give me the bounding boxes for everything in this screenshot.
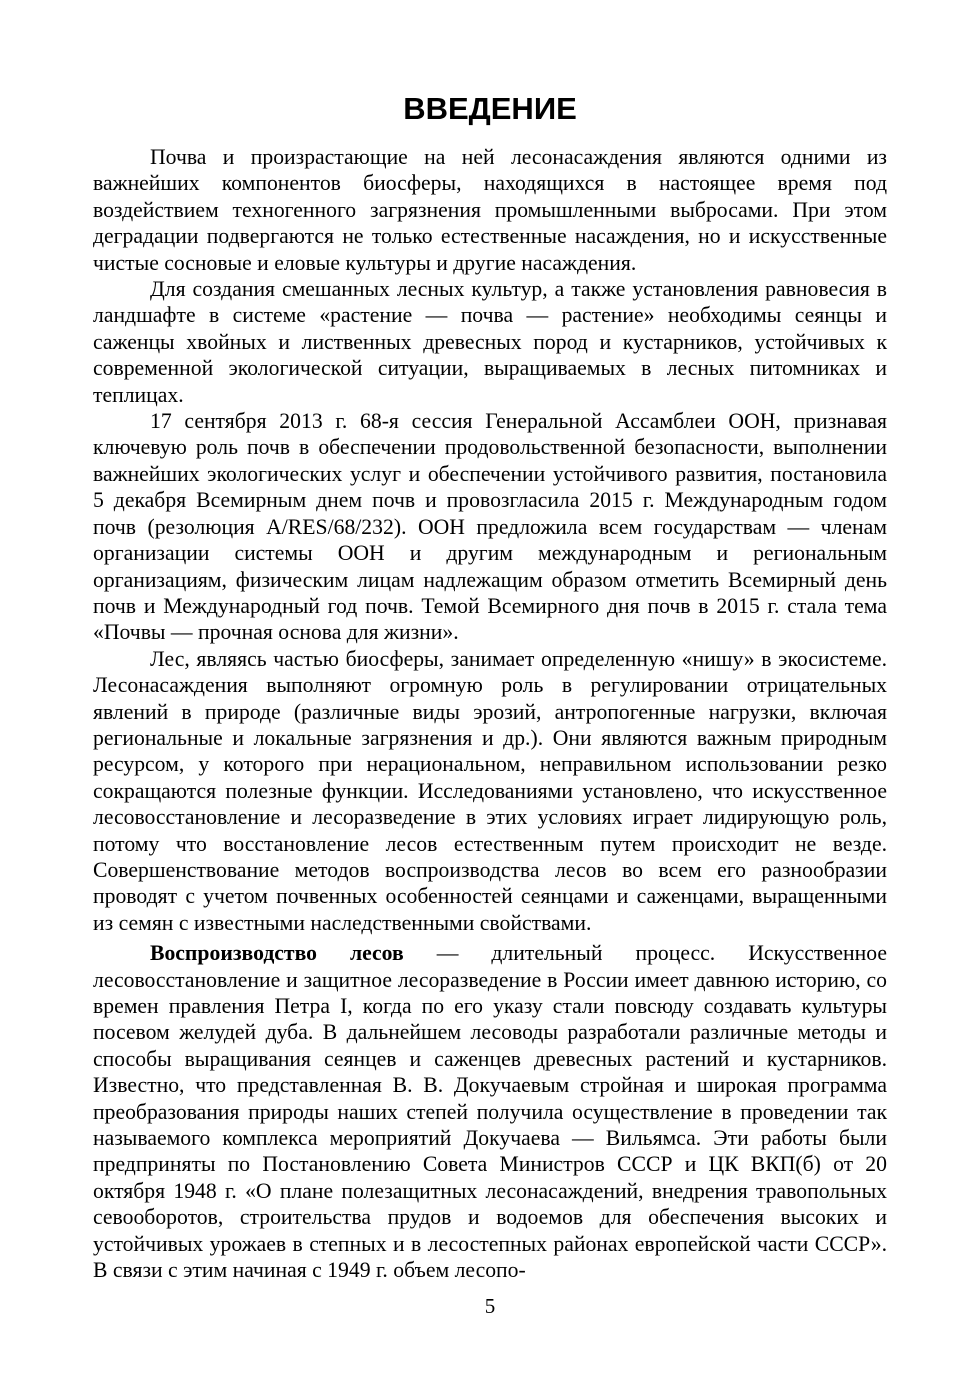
paragraph-3: 17 сентября 2013 г. 68-я сессия Генеральной Ассамблеи ООН, признавая ключевую роль почв в обеспечении продовольственной безопасности, выполнении важнейших экологических услуг и обеспечении устойчивого развития, постановила 5 декабря Всемирным днем почв и провозгласила 2015 г. Международным годом почв (резолюция A/RES/68/232). ООН предложила всем государствам — членам организации системы ООН и другим международным и региональным организациям, физическим лицам надлежащим образом отметить Всемирный день почв и Международный год почв. Темой Всемирного дня почв в 2015 г. стала тема «Почвы — прочная основа для жизни».	[93, 409, 887, 645]
paragraph-2: Для создания смешанных лесных культур, а также установления равновесия в ландшафте в системе «растение — почва — растение» необходимы сеянцы и саженцы хвойных и лиственных древесных пород и кустарников, устойчивых к современной экологической ситуации, выращиваемых в лесных питомниках и теплицах.	[93, 277, 887, 407]
paragraph-5-text: — длительный процесс. Искусственное лесовосстановление и защитное лесоразведение в России имеет давнюю историю, со времен правления Петра I, когда по его указу стали повсюду создавать культуры посевом желудей дуба. В дальнейшем лесоводы разработали различные методы и способы выращивания сеянцев и саженцев древесных растений и кустарников. Известно, что представленная В. В. Докучаевым стройная и широкая программа преобразования природы наших степей получила осуществление в проведении так называемого комплекса мероприятий Докучаева — Вильямса. Эти работы были предприняты по Постановлению Совета Министров СССР и ЦК ВКП(б) от 20 октября 1948 г. «О плане полезащитных лесонасаждений, внедрения травопольных севооборотов, строительства прудов и водоемов для обеспечения высоких и устойчивых урожаев в степных и в лесостепных районах европейской части СССР». В связи с этим начиная с 1949 г. объем лесопо-	[93, 941, 887, 1283]
paragraph-5	[93, 940, 887, 1283]
paragraph-5-bold-lead: Воспроизводство лесов	[150, 941, 404, 966]
page-title: ВВЕДЕНИЕ	[403, 91, 577, 126]
paragraph-1: Почва и произрастающие на ней лесонасаждения являются одними из важнейших компонентов биосферы, находящихся в настоящее время под воздействием техногенного загрязнения промышленными выбросами. При этом деградации подвергаются не только естественные насаждения, но и искусственные чистые сосновые и еловые культуры и другие насаждения.	[93, 145, 887, 275]
page-number: 5	[484, 1294, 496, 1318]
page-body	[93, 88, 887, 1283]
paragraph-4: Лес, являясь частью биосферы, занимает определенную «нишу» в экосистеме. Лесонасаждения выполняют огромную роль в регулировании отрицательных явлений в природе (различные виды эрозий, антропогенные нагрузки, включая региональные и локальные загрязнения и др.). Они являются важным природным ресурсом, у которого при нерациональном, неправильном использовании резко сокращаются полезные функции. Исследованиями установлено, что искусственное лесовосстановление и лесоразведение в этих условиях играет лидирующую роль, потому что восстановление лесов естественным путем происходит не везде. Совершенствование методов воспроизводства лесов во всем его разнообразии проводят с учетом почвенных особенностей сеянцами и саженцами, выращенными из семян с известными наследственными свойствами.	[93, 646, 887, 935]
